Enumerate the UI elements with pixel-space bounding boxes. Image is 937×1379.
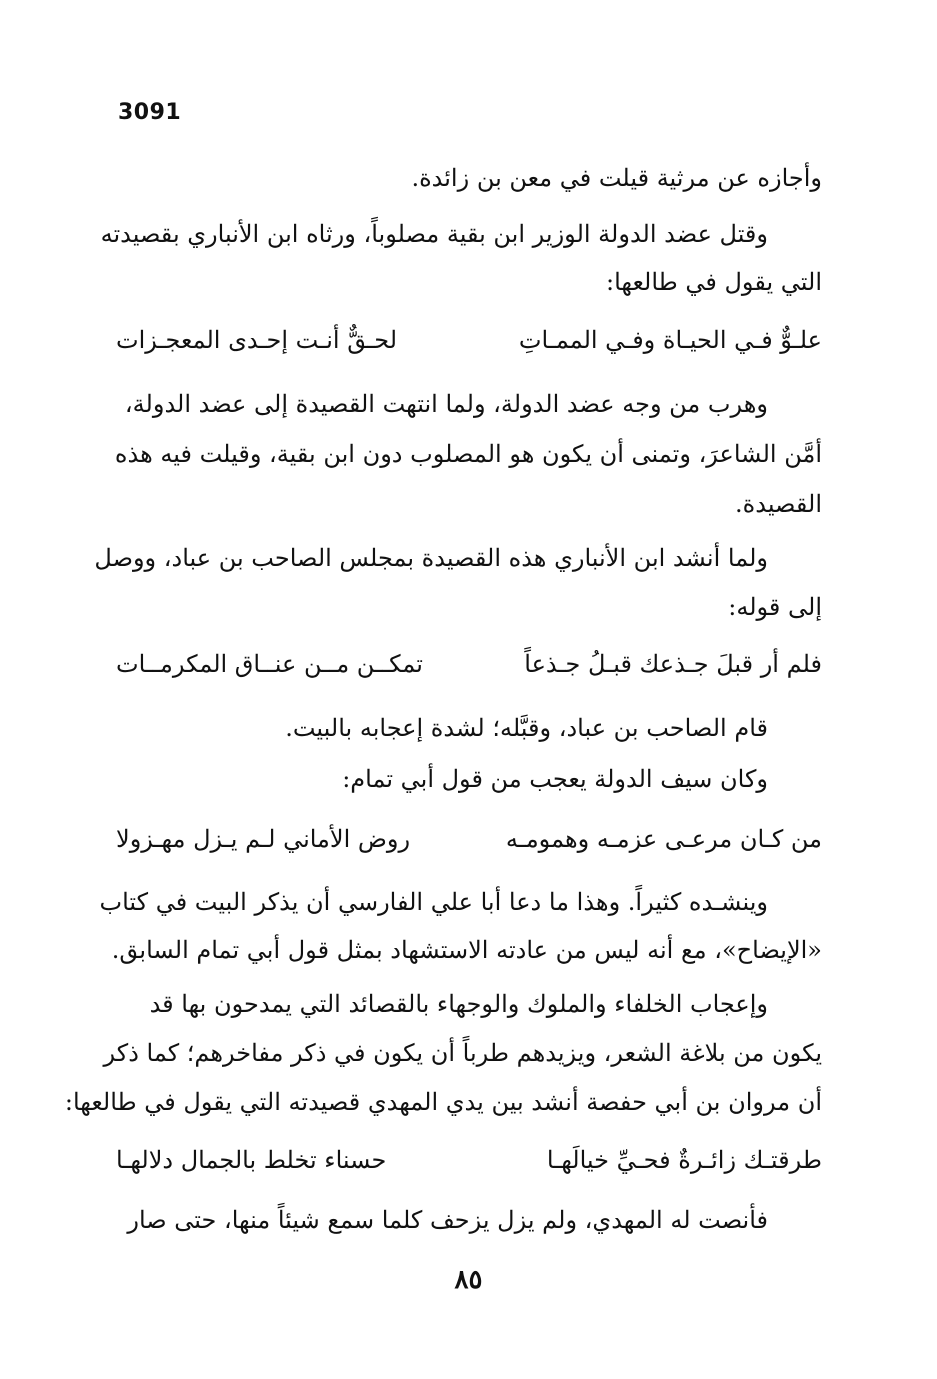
text-line: فأنصت له المهدي، ولم يزل يزحف كلما سمع شيئاً منها، حتى صار — [127, 1206, 768, 1234]
text-line: وينشـده كثيراً. وهذا ما دعا أبا علي الفارسي أن يذكر البيت في كتاب — [99, 888, 768, 916]
verse-line — [116, 1146, 822, 1175]
text-line: إلى قوله: — [728, 593, 822, 621]
verse-line — [116, 650, 822, 679]
verse-second-hemistich: تمكــن مــن عنــاق المكرمــات — [116, 650, 423, 678]
verse-second-hemistich: روض الأماني لـم يـزل مهـزولا — [116, 825, 411, 853]
text-line: وقتل عضد الدولة الوزير ابن بقية مصلوباً، ورثاه ابن الأنباري بقصيدته — [100, 220, 768, 248]
verse-first-hemistich: علـوٌّ فـي الحيـاة وفـي الممـاتِ — [518, 326, 822, 354]
text-line: التي يقول في طالعها: — [605, 268, 822, 296]
verse-second-hemistich: حسناء تخلط بالجمال دلالهـا — [116, 1146, 387, 1174]
verse-line — [116, 825, 822, 854]
text-line: أن مروان بن أبي حفصة أنشد بين يدي المهدي قصيدته التي يقول في طالعها: — [64, 1088, 822, 1116]
text-line: ولما أنشد ابن الأنباري هذه القصيدة بمجلس الصاحب بن عباد، ووصل — [94, 544, 768, 572]
text-line: أمَّن الشاعرَ، وتمنى أن يكون هو المصلوب دون ابن بقية، وقيلت فيه هذه — [114, 440, 822, 468]
page-number: 3091 — [118, 100, 182, 125]
text-line: وكان سيف الدولة يعجب من قول أبي تمام: — [342, 765, 768, 793]
text-line: وإعجاب الخلفاء والملوك والوجهاء بالقصائد التي يمدحون بها قد — [149, 990, 768, 1018]
verse-second-hemistich: لحـقٌّ أنـت إحـدى المعجـزات — [116, 326, 398, 354]
text-line: القصيدة. — [735, 490, 822, 518]
verse-first-hemistich: فلم أر قبلَ جـذعك قبـلُ جـذعاً — [524, 650, 822, 678]
folio-number: ٨٥ — [454, 1265, 483, 1295]
verse-first-hemistich: طرقتـك زائـرةٌ فحـيِّ خيالَهـا — [546, 1146, 822, 1174]
text-line: «الإيضاح»، مع أنه ليس من عادته الاستشهاد بمثل قول أبي تمام السابق. — [111, 936, 822, 964]
verse-first-hemistich: من كـان مرعـى عزمـه وهمومـه — [505, 825, 822, 853]
text-line: يكون من بلاغة الشعر، ويزيدهم طرباً أن يكون في ذكر مفاخرهم؛ كما ذكر — [103, 1039, 822, 1067]
text-line: قام الصاحب بن عباد، وقبَّله؛ لشدة إعجابه بالبيت. — [285, 714, 768, 742]
verse-line — [116, 326, 822, 355]
text-line: وهرب من وجه عضد الدولة، ولما انتهت القصيدة إلى عضد الدولة، — [124, 390, 768, 418]
text-line: وأجازه عن مرثية قيلت في معن بن زائدة. — [411, 164, 822, 192]
